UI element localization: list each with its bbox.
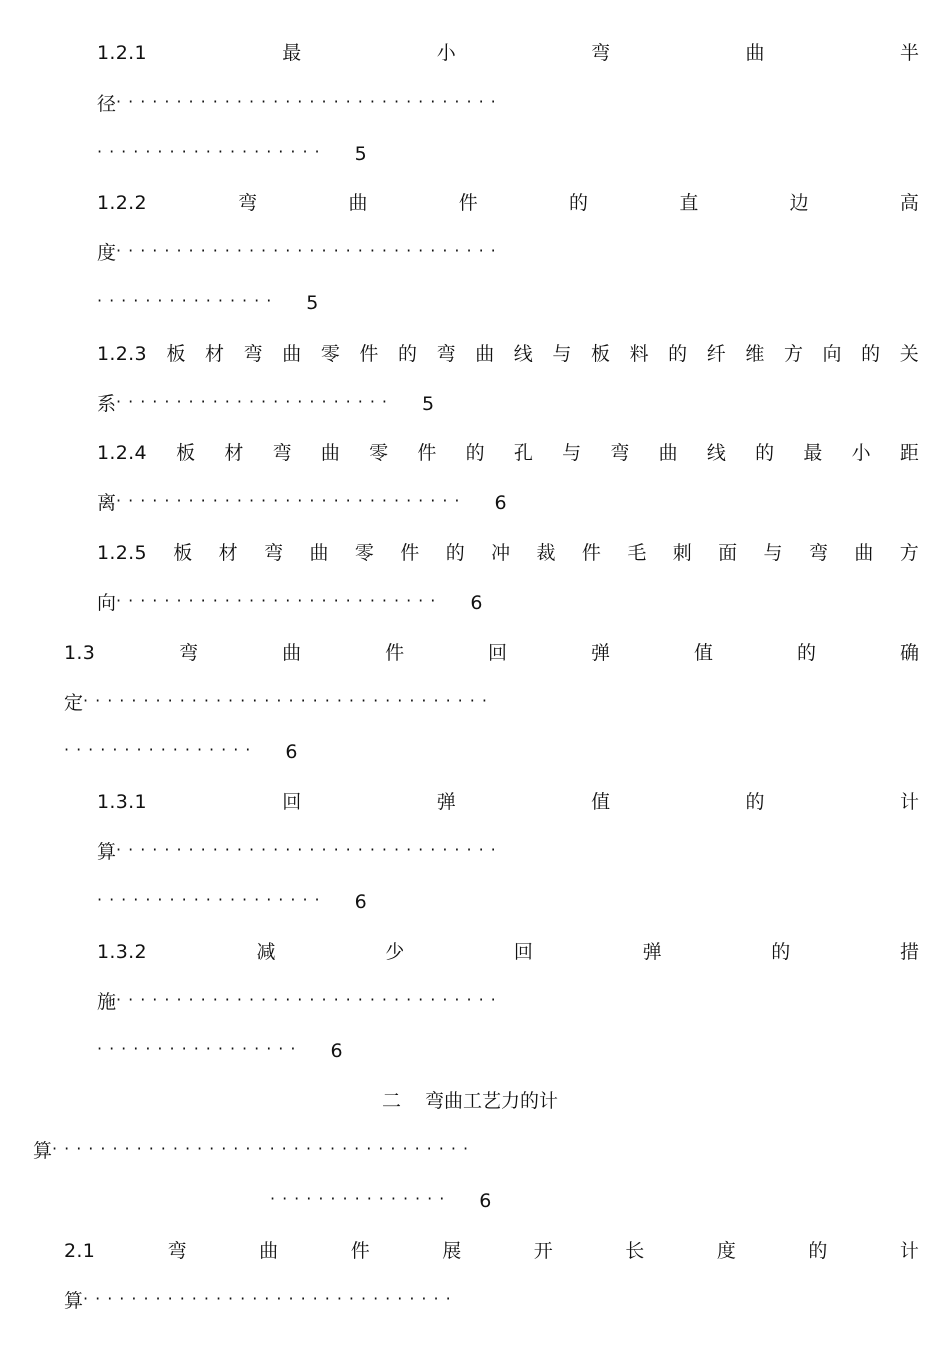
title-char: 维 — [745, 343, 765, 365]
title-char: 曲 — [320, 442, 340, 464]
title-char: 的 — [755, 442, 775, 464]
title-char: 高 — [899, 192, 919, 214]
title-char: 弯 — [243, 343, 263, 365]
title-char: 最 — [803, 442, 823, 464]
title-char: 曲 — [259, 1240, 279, 1262]
title-char: 曲 — [745, 42, 765, 64]
title-char: 与 — [562, 442, 582, 464]
title-char: 向 — [97, 592, 117, 614]
page-number: 5 — [422, 393, 435, 415]
toc-entry-1-3-2-cont — [97, 987, 503, 1017]
title-char: 弯 — [272, 442, 292, 464]
title-char: 毛 — [627, 542, 647, 564]
title-char: 的 — [445, 542, 465, 564]
title-char: 弯 — [238, 192, 258, 214]
title-char: 度 — [97, 242, 117, 264]
section-number: 二 — [381, 1090, 401, 1112]
title-char: 件 — [350, 1240, 370, 1262]
toc-entry-1-3-1[interactable] — [97, 787, 919, 817]
title-char: 少 — [385, 941, 405, 963]
title-char: 板 — [166, 343, 186, 365]
title-char: 曲 — [658, 442, 678, 464]
toc-entry-1-2-1-leader — [97, 139, 367, 169]
title-char: 材 — [224, 442, 244, 464]
toc-entry-1-2-4-cont — [97, 488, 507, 518]
title-char: 系 — [97, 393, 117, 415]
section-number: 1.2.4 — [97, 442, 147, 464]
title-char: 确 — [899, 642, 919, 664]
title-char: 件 — [400, 542, 420, 564]
toc-entry-2-1[interactable] — [64, 1236, 919, 1266]
leader-dots: ··············· — [97, 291, 279, 310]
title-char: 向 — [822, 343, 842, 365]
title-char: 件 — [458, 192, 478, 214]
title-char: 小 — [436, 42, 456, 64]
toc-entry-1-2-1[interactable] — [97, 38, 919, 68]
title-char: 算 — [33, 1140, 53, 1162]
title-char: 弯 — [591, 42, 611, 64]
leader-dots: ··················· — [97, 142, 327, 161]
title-char: 板 — [173, 542, 193, 564]
chapter-title: 弯曲工艺力的计 — [425, 1090, 559, 1112]
toc-entry-1-3-1-cont — [97, 837, 503, 867]
title-char: 的 — [668, 343, 688, 365]
title-char: 曲 — [282, 642, 302, 664]
title-char: 弯 — [436, 343, 456, 365]
page-number: 5 — [354, 143, 367, 165]
title-char: 件 — [385, 642, 405, 664]
title-char: 面 — [718, 542, 738, 564]
title-char: 弯 — [264, 542, 284, 564]
title-char: 零 — [354, 542, 374, 564]
title-char: 边 — [789, 192, 809, 214]
title-char: 回 — [513, 941, 533, 963]
title-char: 关 — [899, 343, 919, 365]
title-char: 孔 — [513, 442, 533, 464]
toc-entry-1-2-1-cont — [97, 89, 503, 119]
toc-entry-1-2-2[interactable] — [97, 188, 919, 218]
section-number: 1.2.2 — [97, 192, 147, 214]
title-char: 板 — [176, 442, 196, 464]
title-char: 方 — [899, 542, 919, 564]
toc-chapter-2-cont — [33, 1136, 475, 1166]
toc-entry-1-3[interactable] — [64, 638, 919, 668]
toc-chapter-2-leader — [270, 1186, 491, 1216]
title-char: 线 — [706, 442, 726, 464]
title-char: 弹 — [591, 642, 611, 664]
title-char: 刺 — [672, 542, 692, 564]
leader-dots: ······························· — [83, 1289, 458, 1308]
title-char: 裁 — [536, 542, 556, 564]
title-char: 计 — [899, 791, 919, 813]
title-char: 弯 — [167, 1240, 187, 1262]
section-number: 1.3.1 — [97, 791, 147, 813]
title-char: 小 — [851, 442, 871, 464]
page-number: 6 — [330, 1040, 343, 1062]
section-number: 1.2.1 — [97, 42, 147, 64]
toc-entry-1-3-cont — [64, 688, 494, 718]
title-char: 曲 — [348, 192, 368, 214]
page-number: 6 — [354, 891, 367, 913]
title-char: 曲 — [282, 343, 302, 365]
title-char: 减 — [256, 941, 276, 963]
leader-dots: ················· — [97, 1039, 303, 1058]
title-char: 度 — [716, 1240, 736, 1262]
title-char: 冲 — [491, 542, 511, 564]
toc-entry-1-3-1-leader — [97, 887, 367, 917]
toc-entry-1-2-3[interactable] — [97, 339, 919, 369]
title-char: 的 — [465, 442, 485, 464]
toc-entry-1-2-4[interactable] — [97, 438, 919, 468]
leader-dots: ··························· — [116, 591, 443, 610]
title-char: 弯 — [179, 642, 199, 664]
toc-entry-1-2-2-leader — [97, 288, 318, 318]
title-char: 措 — [899, 941, 919, 963]
title-char: 件 — [581, 542, 601, 564]
toc-entry-1-2-5[interactable] — [97, 538, 919, 568]
title-char: 离 — [97, 492, 117, 514]
title-char: 板 — [590, 343, 610, 365]
title-char: 值 — [694, 642, 714, 664]
title-char: 零 — [369, 442, 389, 464]
leader-dots: ················ — [64, 740, 258, 759]
leader-dots: ································ — [116, 92, 503, 111]
title-char: 弯 — [610, 442, 630, 464]
page-number: 6 — [494, 492, 507, 514]
section-number: 1.3 — [64, 642, 96, 664]
section-number: 1.2.5 — [97, 542, 147, 564]
title-char: 的 — [745, 791, 765, 813]
title-char: 值 — [591, 791, 611, 813]
title-char: 纤 — [706, 343, 726, 365]
title-char: 距 — [899, 442, 919, 464]
title-char: 回 — [488, 642, 508, 664]
title-char: 的 — [771, 941, 791, 963]
title-char: 的 — [797, 642, 817, 664]
section-number: 1.2.3 — [97, 343, 147, 365]
leader-dots: ······················· — [116, 392, 394, 411]
title-char: 半 — [899, 42, 919, 64]
page-number: 6 — [470, 592, 483, 614]
title-char: 材 — [218, 542, 238, 564]
title-char: 弯 — [808, 542, 828, 564]
title-char: 径 — [97, 93, 117, 115]
title-char: 弹 — [642, 941, 662, 963]
page-number: 6 — [479, 1190, 492, 1212]
title-char: 施 — [97, 991, 117, 1013]
title-char: 长 — [625, 1240, 645, 1262]
leader-dots: ····························· — [116, 491, 467, 510]
toc-entry-1-2-5-cont — [97, 588, 482, 618]
toc-entry-1-3-leader — [64, 737, 297, 767]
title-char: 曲 — [854, 542, 874, 564]
title-char: 与 — [552, 343, 572, 365]
title-char: 料 — [629, 343, 649, 365]
leader-dots: ··································· — [52, 1139, 476, 1158]
leader-dots: ································ — [116, 241, 503, 260]
title-char: 算 — [97, 841, 117, 863]
title-char: 的 — [808, 1240, 828, 1262]
leader-dots: ·································· — [83, 691, 494, 710]
title-char: 件 — [359, 343, 379, 365]
toc-chapter-2[interactable] — [0, 1086, 940, 1116]
title-char: 曲 — [475, 343, 495, 365]
toc-entry-2-1-cont — [64, 1286, 458, 1316]
page-number: 5 — [306, 292, 319, 314]
title-char: 的 — [398, 343, 418, 365]
title-char: 展 — [442, 1240, 462, 1262]
leader-dots: ··············· — [270, 1189, 452, 1208]
leader-dots: ································ — [116, 840, 503, 859]
title-char: 算 — [64, 1290, 84, 1312]
title-char: 的 — [861, 343, 881, 365]
title-char: 方 — [783, 343, 803, 365]
title-char: 线 — [513, 343, 533, 365]
title-char: 与 — [763, 542, 783, 564]
title-char: 定 — [64, 692, 84, 714]
toc-entry-1-3-2[interactable] — [97, 937, 919, 967]
title-char: 材 — [205, 343, 225, 365]
toc-entry-1-2-3-cont — [97, 389, 434, 419]
title-char: 开 — [533, 1240, 553, 1262]
title-char: 零 — [320, 343, 340, 365]
leader-dots: ··················· — [97, 890, 327, 909]
toc-entry-1-3-2-leader — [97, 1036, 343, 1066]
leader-dots: ································ — [116, 990, 503, 1009]
page-number: 6 — [285, 741, 298, 763]
section-number: 1.3.2 — [97, 941, 147, 963]
title-char: 的 — [569, 192, 589, 214]
title-char: 曲 — [309, 542, 329, 564]
section-number: 2.1 — [64, 1240, 96, 1262]
title-char: 件 — [417, 442, 437, 464]
title-char: 弹 — [436, 791, 456, 813]
title-char: 计 — [899, 1240, 919, 1262]
title-char: 最 — [282, 42, 302, 64]
title-char: 回 — [282, 791, 302, 813]
title-char: 直 — [679, 192, 699, 214]
toc-entry-1-2-2-cont — [97, 238, 503, 268]
